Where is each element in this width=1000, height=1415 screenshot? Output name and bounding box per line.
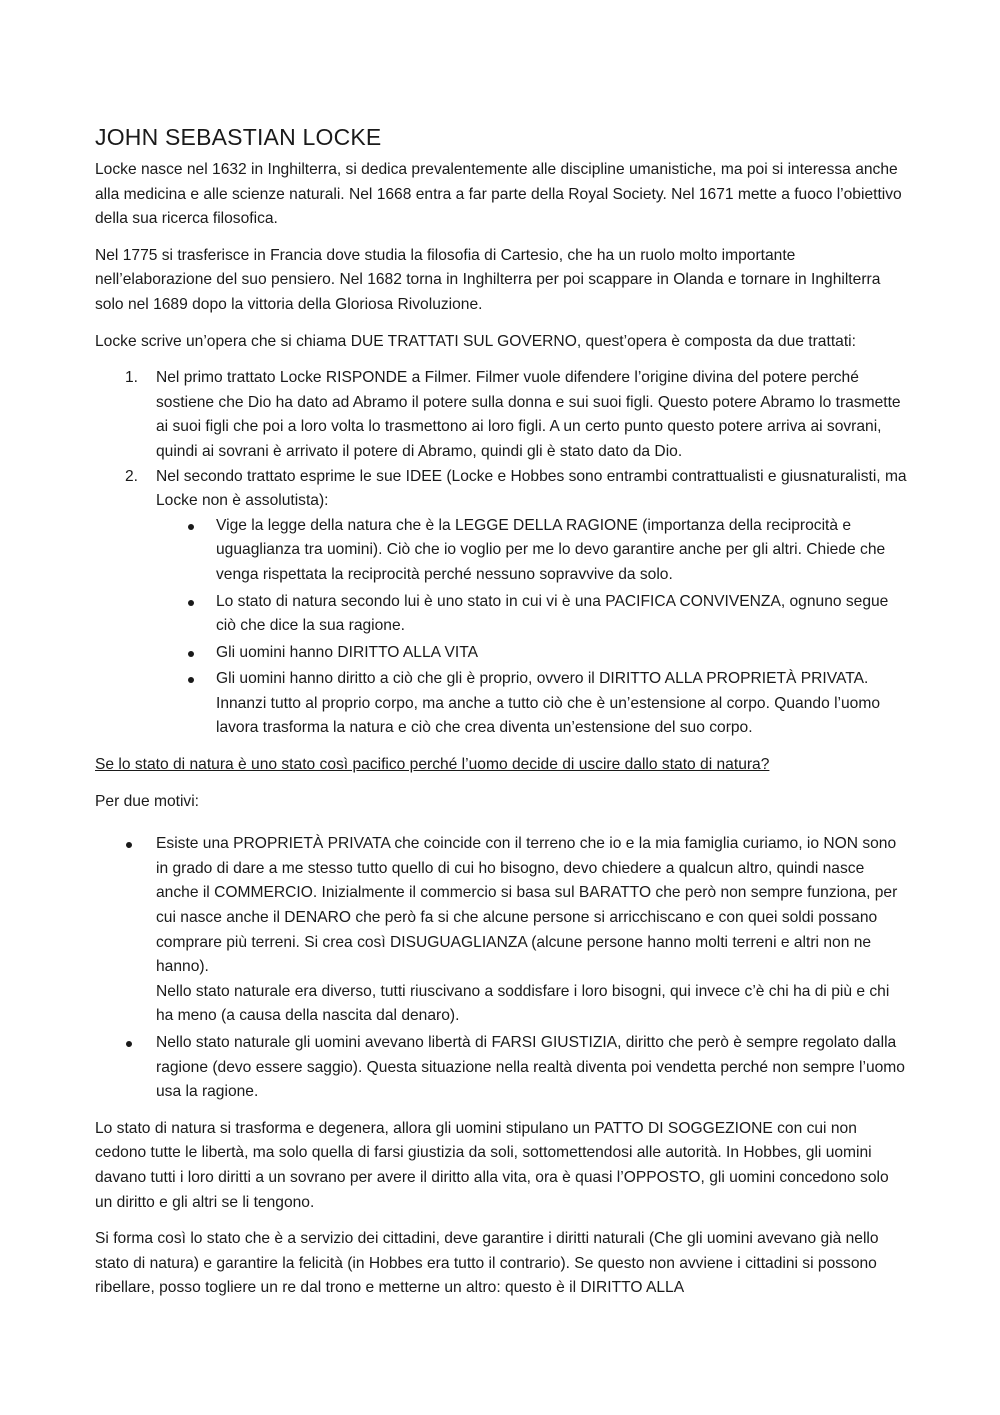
list-number: 2. [125, 467, 139, 485]
list-item-text: Nel primo trattato Locke RISPONDE a Filmer. Filmer vuole difendere l’origine divina del potere perché sostiene che Dio ha dato ad Abramo il potere sulla donna e sui suoi figli. Questo potere Abramo lo trasmette ai suoi figli che poi a loro volta lo trasmettono ai loro figli. A un certo punto questo potere arriva ai sovrani, quindi ai sovrani è arrivato il potere di Abramo, quindi gli è stato dato da Dio. [156, 369, 901, 460]
intro-paragraph: Locke nasce nel 1632 in Inghilterra, si dedica prevalentemente alle discipline umanistiche, ma poi si interessa anche alla medicina e alle scienze naturali. Nel 1668 entra a far parte della Royal Society. Nel 1671 mette a fuoco l’obiettivo della sua ricerca filosofica. [95, 161, 902, 228]
treatises-paragraph: Locke scrive un’opera che si chiama DUE TRATTATI SUL GOVERNO, quest’opera è composta da due trattati: [95, 332, 856, 350]
list-item [95, 366, 910, 464]
list-item-text: Nel secondo trattato esprime le sue IDEE (Locke e Hobbes sono entrambi contrattualisti e giusnaturalisti, ma Locke non è assolutista): [156, 467, 907, 510]
bullet-text: Nello stato naturale gli uomini avevano libertà di FARSI GIUSTIZIA, diritto che però è sempre regolato dalla ragione (devo essere saggio). Questa situazione nella realtà diventa poi vendetta perché non sempre l’uomo usa la ragione. [156, 1034, 905, 1101]
bullet-icon [188, 524, 194, 530]
list-item [95, 1031, 910, 1105]
list-item [156, 590, 910, 639]
bullet-text: Gli uomini hanno DIRITTO ALLA VITA [216, 643, 479, 661]
reasons-bullet-list [95, 832, 910, 1105]
bullet-text: Lo stato di natura secondo lui è uno stato in cui vi è una PACIFICA CONVIVENZA, ognuno segue ciò che dice la sua ragione. [216, 592, 889, 635]
list-item [156, 514, 910, 588]
list-item [156, 641, 910, 666]
treatises-list [95, 366, 910, 741]
pact-paragraph: Lo stato di natura si trasforma e degenera, allora gli uomini stipulano un PATTO DI SOGGEZIONE con cui non cedono tutte le libertà, ma solo quella di farsi giustizia da soli, sottomettendosi alle autorità. In Hobbes, gli uomini davano tutti i loro diritti a un sovrano per avere il diritto alla vita, ora è quasi l’OPPOSTO, gli uomini concedono solo un diritto e gli altri se li tengono. [95, 1119, 889, 1211]
bullet-icon [188, 651, 194, 657]
document-page [95, 122, 910, 1313]
bullet-icon [126, 842, 132, 848]
reasons-intro: Per due motivi: [95, 792, 200, 810]
bullet-icon [188, 600, 194, 606]
list-item [156, 667, 910, 741]
bullet-icon [188, 677, 194, 683]
list-number: 1. [125, 369, 139, 387]
state-paragraph: Si forma così lo stato che è a servizio dei cittadini, deve garantire i diritti naturali (Che gli uomini avevano già nello stato di natura) e garantire la felicità (in Hobbes era tutto il contrario). Se questo non avviene i cittadini si possono ribellare, posso togliere un re dal trono e metterne un altro: questo è il DIRITTO ALLA [95, 1230, 879, 1297]
list-item [95, 832, 910, 1029]
document-title: JOHN SEBASTIAN LOCKE [95, 124, 382, 150]
bullet-text: Esiste una PROPRIETÀ PRIVATA che coincide con il terreno che io e la mia famiglia curiamo, io NON sono in grado di dare a me stesso tutto quello di cui ho bisogno, devo chiedere a qualcun altro, quindi nasce anche il COMMERCIO. Inizialmente il commercio si basa sul BARATTO che però non sempre funziona, per cui nasce anche il DENARO che però fa si che alcune persone si arricchiscano e con quei soldi possano comprare più terreni. Si crea così DISUGUAGLIANZA (alcune persone hanno molti terreni e altri non ne hanno). [156, 835, 898, 976]
bullet-text-continued: Nello stato naturale era diverso, tutti riuscivano a soddisfare i loro bisogni, qui invece c’è chi ha di più e chi ha meno (a causa della nascita dal denaro). [156, 982, 890, 1025]
france-paragraph: Nel 1775 si trasferisce in Francia dove studia la filosofia di Cartesio, che ha un ruolo molto importante nell’elaborazione del suo pensiero. Nel 1682 torna in Inghilterra per poi scappare in Olanda e tornare in Inghilterra solo nel 1689 dopo la vittoria della Gloriosa Rivoluzione. [95, 246, 881, 313]
ideas-bullet-list [156, 514, 910, 741]
section-question: Se lo stato di natura è uno stato così pacifico perché l’uomo decide di uscire dallo stato di natura? [95, 756, 770, 774]
bullet-icon [126, 1041, 132, 1047]
list-item [95, 465, 910, 742]
bullet-text: Gli uomini hanno diritto a ciò che gli è proprio, ovvero il DIRITTO ALLA PROPRIETÀ PRIVATA. Innanzi tutto al proprio corpo, ma anche a tutto ciò che è un’estensione al corpo. Quando l’uomo lavora trasforma la natura e ciò che crea diventa un’estensione del suo corpo. [216, 670, 881, 737]
bullet-text: Vige la legge della natura che è la LEGGE DELLA RAGIONE (importanza della reciprocità e uguaglianza tra uomini). Ciò che io voglio per me lo devo garantire anche per gli altri. Chiede che venga rispettata la reciprocità perché nessuno sopravvive da solo. [216, 516, 886, 583]
